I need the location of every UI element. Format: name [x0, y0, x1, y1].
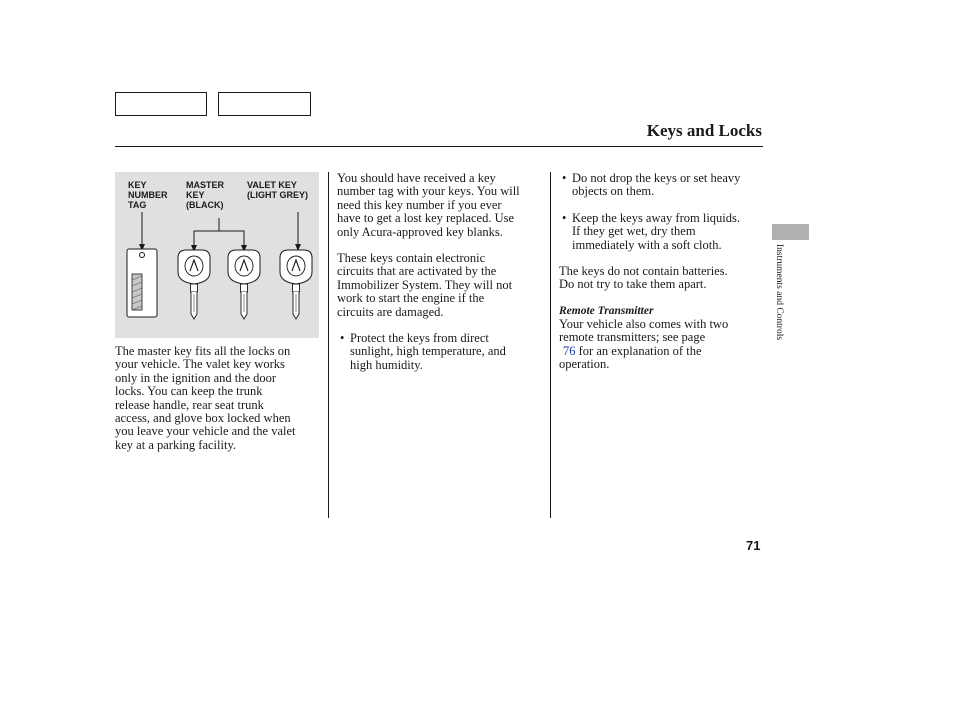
column-divider-2 — [550, 172, 551, 518]
remote-transmitter-paragraph: Your vehicle also comes with two remote transmitters; see page 76 for an explanation of the operation. — [559, 317, 729, 372]
page-title: Keys and Locks — [646, 121, 762, 140]
master-key-2-shape — [228, 250, 260, 319]
section-tab[interactable] — [772, 224, 809, 240]
bullet-keep-away-liquids: • Keep the keys away from liquids. If they get wet, dry them immediately with a soft cloth. — [559, 212, 740, 252]
header-rule — [115, 146, 763, 147]
keys-illustration — [115, 172, 319, 338]
bullet-protect-keys: • Protect the keys from direct sunlight, high temperature, and high humidity. — [337, 332, 506, 372]
electronic-circuits-paragraph: These keys contain electronic circuits that are activated by the Immobilizer System. They will not work to start the engine if the circuits are damaged. — [337, 251, 513, 319]
bullet-do-not-drop: • Do not drop the keys or set heavy objects on them. — [559, 172, 740, 199]
master-key-1-shape — [178, 250, 210, 319]
keys-figure — [115, 172, 319, 338]
key-number-paragraph: You should have received a key number tag with your keys. You will need this key number if you ever have to get a lost key replaced. Use only Acura-approved key blanks. — [337, 171, 520, 239]
no-batteries-paragraph: The keys do not contain batteries. Do not try to take them apart. — [559, 264, 728, 292]
key-number-tag-shape — [127, 249, 157, 317]
nav-button-2[interactable] — [218, 92, 311, 116]
master-key-paragraph: The master key fits all the locks on your vehicle. The valet key works only in the ignition and the door locks. You can keep the trunk release handle, rear seat trunk access, and glove box locked when you leave your vehicle and the valet key at a parking facility. — [115, 344, 296, 452]
page-number: 71 — [746, 538, 761, 553]
nav-button-1[interactable] — [115, 92, 207, 116]
page-76-link[interactable]: 76 — [563, 343, 576, 358]
valet-key-shape — [280, 250, 312, 319]
label-key-number-tag: KEY NUMBER TAG — [128, 180, 168, 210]
section-tab-label: Instruments and Controls — [774, 244, 784, 341]
remote-transmitter-heading: Remote Transmitter — [559, 305, 654, 317]
label-master-key: MASTER KEY (BLACK) — [186, 180, 224, 210]
column-divider-1 — [328, 172, 329, 518]
label-valet-key: VALET KEY (LIGHT GREY) — [247, 180, 308, 200]
